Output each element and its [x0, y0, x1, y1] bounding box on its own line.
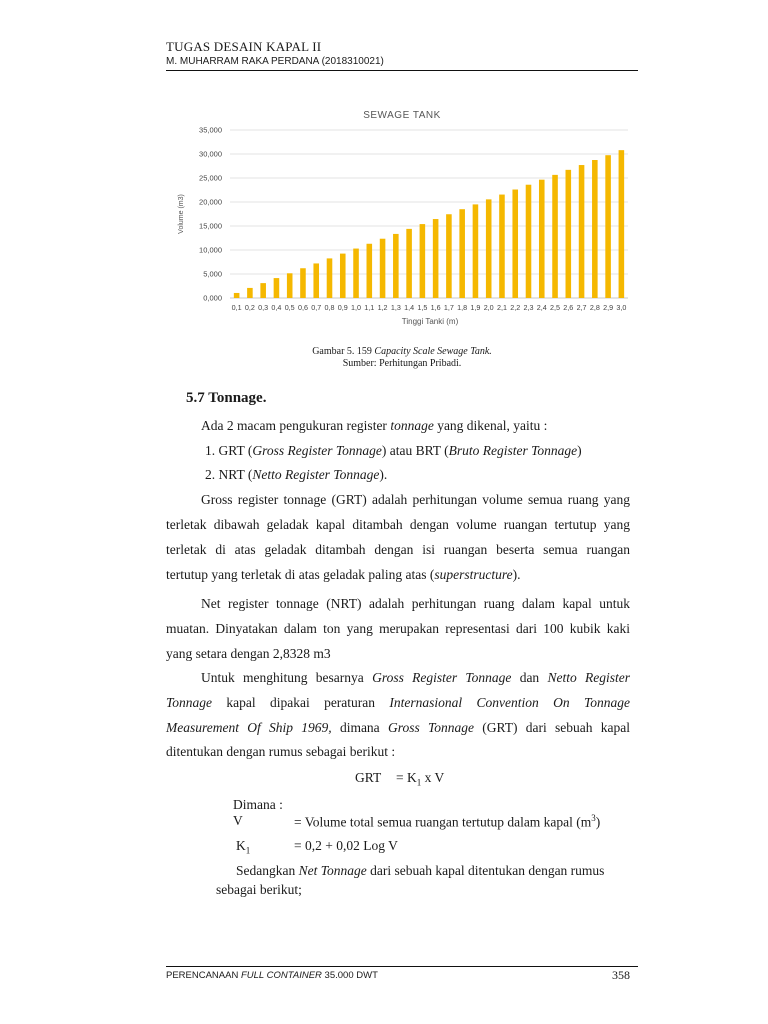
footer-text: PERENCANAAN: [166, 970, 241, 981]
list-item-text: ).: [379, 467, 388, 482]
y-tick-label: 5,000: [203, 269, 222, 279]
x-tick-label: 0,3: [258, 303, 269, 312]
x-tick-label: 1,0: [351, 303, 362, 312]
chart-title: SEWAGE TANK: [363, 110, 441, 121]
list-item-term: Netto Register Tonnage: [252, 467, 380, 482]
intro-text-b: yang dikenal, yaitu :: [433, 418, 548, 433]
dimana-label: Dimana :: [233, 797, 283, 812]
x-tick-label: 2,2: [510, 303, 521, 312]
bar: [340, 254, 346, 298]
sewage-tank-chart: [166, 102, 638, 334]
x-tick-label: 0,6: [297, 303, 308, 312]
x-tick-label: 1,4: [404, 303, 415, 312]
list-item-text: 1. GRT (: [205, 443, 253, 458]
chart-y-tick-labels: [199, 126, 222, 303]
definition-text: ): [595, 814, 601, 830]
paragraph-line: Net register tonnage (NRT) adalah perhitungan ruang dalam kapal untuk: [201, 596, 630, 611]
x-tick-label: 2,0: [483, 303, 494, 312]
list-item-text: 2. NRT (: [205, 467, 253, 482]
bar: [260, 283, 266, 298]
definition-text: = Volume total semua ruangan tertutup dalam kapal (m: [294, 814, 592, 830]
paragraph-term: superstructure: [434, 567, 513, 582]
paragraph-text: tertutup yang terletak di atas geladak paling atas (: [166, 567, 435, 582]
figure-caption: [166, 346, 638, 358]
bar: [274, 278, 280, 298]
page-number: 358: [612, 968, 630, 982]
x-tick-label: 1,2: [377, 303, 388, 312]
chart-bars: [234, 150, 624, 298]
formula-rhs: [396, 770, 444, 788]
paragraph-text: Untuk menghitung besarnya: [201, 670, 373, 685]
list-item-text: ) atau BRT (: [381, 443, 449, 458]
variable-v-symbol: V: [233, 813, 243, 828]
bar: [473, 204, 479, 298]
document-header-author: M. MUHARRAM RAKA PERDANA (2018310021): [166, 56, 384, 67]
x-tick-label: 1,7: [443, 303, 454, 312]
footer-title: [166, 970, 378, 981]
list-item-grt: [205, 443, 582, 459]
bar: [380, 239, 386, 298]
bar: [300, 268, 306, 298]
formula-subscript: 1: [416, 777, 422, 788]
bar: [327, 258, 333, 298]
paragraph-text: dimana: [331, 720, 388, 735]
variable-k1-symbol: [236, 838, 250, 856]
bar: [420, 224, 426, 298]
bar: [592, 160, 598, 298]
bar: [499, 195, 505, 298]
variable-k1-definition: = 0,2 + 0,02 Log V: [294, 838, 398, 853]
bar: [287, 273, 293, 298]
bar: [234, 293, 240, 298]
x-tick-label: 2,1: [496, 303, 507, 312]
paragraph-term: Tonnage: [166, 695, 213, 710]
paragraph-term: Netto Register: [547, 670, 630, 685]
figure-source: Sumber: Perhitungan Pribadi.: [342, 358, 462, 369]
paragraph-line: terletak di atas geladak ditambah dengan isi ruangan beserta semua ruangan: [166, 542, 630, 557]
paragraph-text: kapal dipakai peraturan: [212, 695, 390, 710]
header-divider: [166, 70, 638, 71]
x-tick-label: 1,3: [390, 303, 401, 312]
paragraph-text: ).: [512, 567, 521, 582]
x-tick-label: 0,5: [284, 303, 295, 312]
variable-v-definition: [294, 813, 600, 831]
intro-term: tonnage: [390, 418, 434, 433]
paragraph-text: Sedangkan: [236, 863, 299, 878]
paragraph-term: Internasional Convention On Tonnage: [389, 695, 630, 710]
x-tick-label: 0,9: [337, 303, 348, 312]
paragraph-term: Gross Tonnage: [387, 720, 474, 735]
paragraph-line: sebagai berikut;: [216, 882, 302, 897]
bar: [552, 175, 558, 298]
paragraph-line: terletak dibawah geladak kapal ditambah dengan volume ruangan tertutup yang: [166, 517, 630, 532]
bar: [247, 288, 253, 298]
paragraph-line: Gross register tonnage (GRT) adalah perhitungan volume semua ruang yang: [201, 492, 630, 507]
paragraph-line: yang setara dengan 2,8328 m3: [166, 646, 331, 661]
y-tick-label: 35,000: [199, 125, 222, 135]
formula-text: x V: [421, 770, 445, 785]
footer-term: FULL CONTAINER: [240, 970, 322, 981]
bar: [539, 180, 545, 298]
bar: [579, 165, 585, 298]
paragraph-term: Net Tonnage: [298, 863, 367, 878]
x-tick-label: 1,5: [417, 303, 428, 312]
paragraph-line: [236, 863, 604, 879]
x-tick-label: 2,3: [523, 303, 534, 312]
bar: [313, 263, 319, 298]
caption-title: Capacity Scale Sewage Tank.: [374, 346, 492, 357]
symbol-text: K: [236, 838, 246, 853]
paragraph-line: ditentukan dengan rumus sebagai berikut :: [166, 744, 396, 759]
y-tick-label: 10,000: [199, 245, 222, 255]
intro-line: [201, 418, 547, 434]
list-item-nrt: [205, 467, 387, 483]
intro-text-a: Ada 2 macam pengukuran register: [201, 418, 391, 433]
formula-lhs: GRT: [355, 770, 382, 785]
list-item-text: ): [577, 443, 582, 458]
paragraph-line: [166, 720, 630, 736]
x-tick-label: 2,5: [550, 303, 561, 312]
x-tick-label: 2,8: [589, 303, 600, 312]
y-tick-label: 25,000: [199, 173, 222, 183]
section-heading: 5.7 Tonnage.: [186, 390, 267, 406]
y-tick-label: 20,000: [199, 197, 222, 207]
paragraph-text: dari sebuah kapal ditentukan dengan rumus: [366, 863, 605, 878]
paragraph-term: Gross Register Tonnage: [372, 670, 512, 685]
x-tick-label: 0,8: [324, 303, 335, 312]
paragraph-line: [201, 670, 630, 686]
bar: [619, 150, 625, 298]
x-tick-label: 0,4: [271, 303, 282, 312]
bar: [486, 199, 492, 298]
x-tick-label: 0,1: [231, 303, 242, 312]
formula-text: = K: [396, 770, 417, 785]
bar: [433, 219, 439, 298]
paragraph-text: dan: [511, 670, 548, 685]
paragraph-line: [166, 567, 521, 583]
x-tick-label: 3,0: [616, 303, 627, 312]
x-tick-label: 2,6: [563, 303, 574, 312]
chart-y-axis-label: Volume (m3): [178, 194, 185, 234]
paragraph-term: Measurement Of Ship 1969,: [166, 720, 332, 735]
bar: [446, 214, 452, 298]
document-header-title: TUGAS DESAIN KAPAL II: [166, 39, 322, 54]
chart-x-tick-labels: [232, 303, 627, 312]
x-tick-label: 0,2: [244, 303, 255, 312]
footer-text: 35.000 DWT: [321, 970, 378, 981]
bar: [459, 209, 465, 298]
bar: [605, 155, 611, 298]
chart-x-axis-label: Tinggi Tanki (m): [401, 317, 459, 326]
bar: [566, 170, 572, 298]
list-item-term: Gross Register Tonnage: [252, 443, 382, 458]
x-tick-label: 2,4: [536, 303, 547, 312]
paragraph-text: (GRT) dari sebuah kapal: [474, 720, 630, 735]
bar: [367, 244, 373, 298]
x-tick-label: 1,1: [364, 303, 375, 312]
paragraph-line: [166, 695, 630, 711]
list-item-term: Bruto Register Tonnage: [448, 443, 578, 458]
bar: [353, 249, 359, 298]
x-tick-label: 2,9: [603, 303, 614, 312]
symbol-subscript: 1: [245, 845, 251, 856]
definition-superscript: 3: [591, 813, 596, 823]
x-tick-label: 0,7: [311, 303, 322, 312]
x-tick-label: 2,7: [576, 303, 587, 312]
bar: [393, 234, 399, 298]
y-tick-label: 30,000: [199, 149, 222, 159]
x-tick-label: 1,6: [430, 303, 441, 312]
x-tick-label: 1,8: [457, 303, 468, 312]
paragraph-line: muatan. Dinyatakan dalam ton yang merupakan representasi dari 100 kubik kaki: [166, 621, 630, 636]
footer-divider: [166, 966, 638, 967]
bar: [406, 229, 412, 298]
x-tick-label: 1,9: [470, 303, 481, 312]
bar: [512, 190, 518, 298]
bar: [526, 185, 532, 298]
y-tick-label: 0,000: [203, 293, 222, 303]
y-tick-label: 15,000: [199, 221, 222, 231]
caption-label: Gambar 5. 159: [312, 346, 375, 357]
